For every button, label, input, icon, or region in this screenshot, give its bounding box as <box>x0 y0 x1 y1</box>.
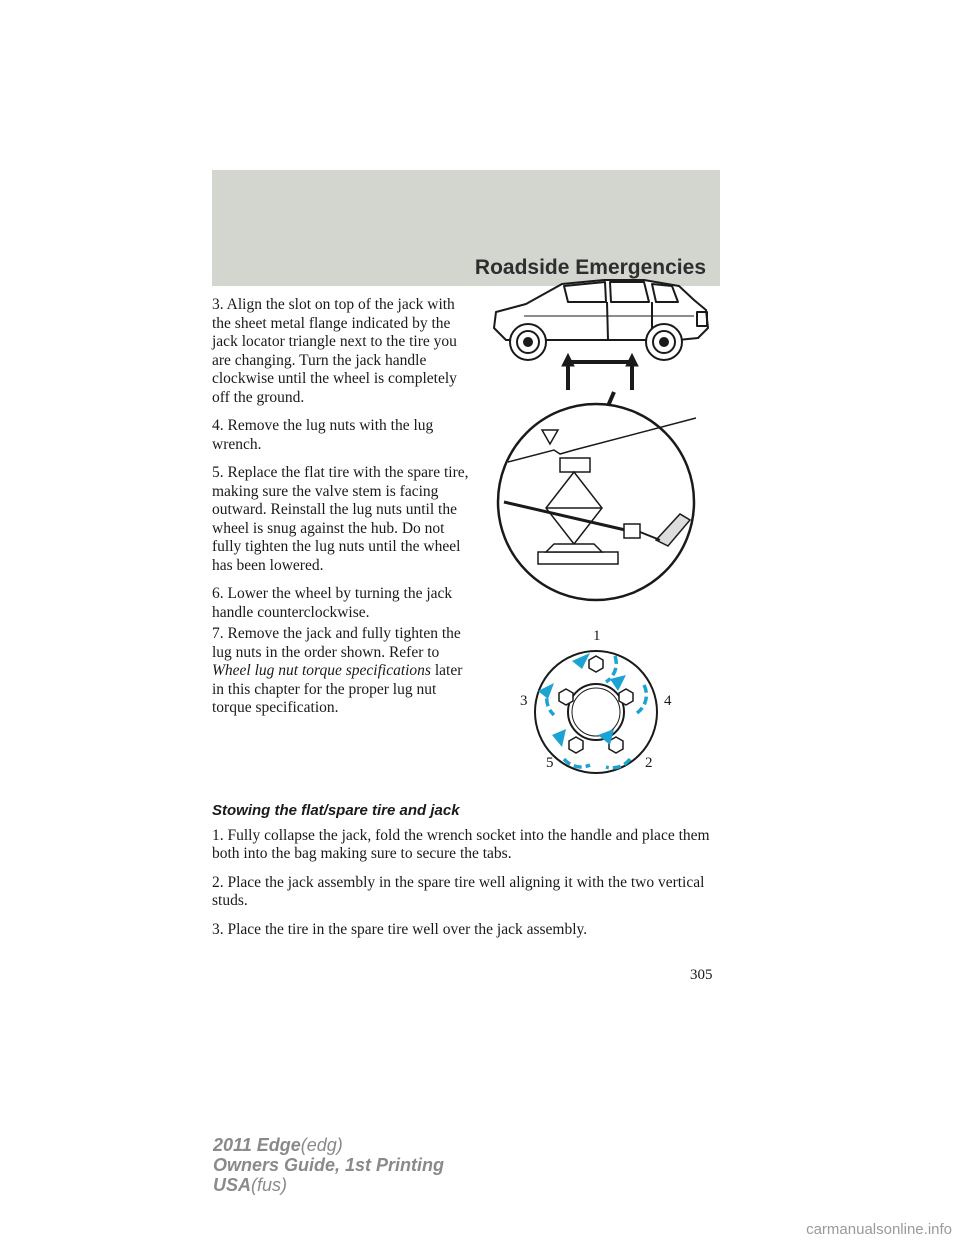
lug-label-4: 4 <box>664 693 672 709</box>
footer-model-code: (edg) <box>300 1135 343 1155</box>
stowing-step-3: 3. Place the tire in the spare tire well over the jack assembly. <box>212 920 588 938</box>
step-7-text <box>212 625 474 718</box>
step-7-part2: later in this chapter for the proper lug nut torque specification. <box>212 662 463 716</box>
lug-label-3: 3 <box>520 693 528 709</box>
section-header-band <box>212 170 720 286</box>
vehicle-icon <box>494 280 708 360</box>
stowing-section <box>212 802 722 949</box>
section-title: Roadside Emergencies <box>474 256 706 279</box>
lug-nut-order-diagram <box>510 625 680 775</box>
footer-model: 2011 Edge <box>213 1135 301 1155</box>
steps-top <box>212 296 474 632</box>
step-7-part1: 7. Remove the jack and fully tighten the lug nuts in the order shown. Refer to <box>212 625 461 661</box>
footer-line-1 <box>213 1135 444 1155</box>
lug-label-2: 2 <box>645 755 653 771</box>
lug-label-1: 1 <box>593 628 601 644</box>
page-number: 305 <box>690 967 713 983</box>
footer-line-3 <box>213 1175 444 1195</box>
lug-label-5: 5 <box>546 755 554 771</box>
watermark: carmanualsonline.info <box>806 1221 952 1238</box>
footer-region: USA <box>213 1175 252 1195</box>
step-7 <box>212 625 474 728</box>
step-6-text: 6. Lower the wheel by turning the jack handle counterclockwise. <box>212 585 453 621</box>
stowing-step-1: 1. Fully collapse the jack, fold the wrench socket into the handle and place them both into the bag making sure to secure the tabs. <box>212 826 710 862</box>
torque-spec-reference[interactable]: Wheel lug nut torque specifications <box>212 662 431 679</box>
step-4-text: 4. Remove the lug nuts with the lug wrench. <box>212 417 434 453</box>
footer-region-code: (fus) <box>251 1175 288 1195</box>
footer-guide: Owners Guide, 1st Printing <box>213 1155 445 1175</box>
step-5-text: 5. Replace the flat tire with the spare tire, making sure the valve stem is facing outward. Reinstall the lug nuts until the wheel is snug against the hub. Do not fully tighten the lug nuts until the wheel has been lowered. <box>212 464 469 574</box>
stowing-step-2: 2. Place the jack assembly in the spare tire well aligning it with the two vertical studs. <box>212 873 705 909</box>
stowing-heading: Stowing the flat/spare tire and jack <box>212 802 460 819</box>
jack-detail-circle <box>498 404 696 600</box>
jack-placement-illustration <box>484 270 724 610</box>
step-3-text: 3. Align the slot on top of the jack with the sheet metal flange indicated by the jack locator triangle next to the tire you are changing. Turn the jack handle clockwise until the wheel is completely off the ground. <box>212 296 457 406</box>
footer-info <box>213 1135 444 1195</box>
